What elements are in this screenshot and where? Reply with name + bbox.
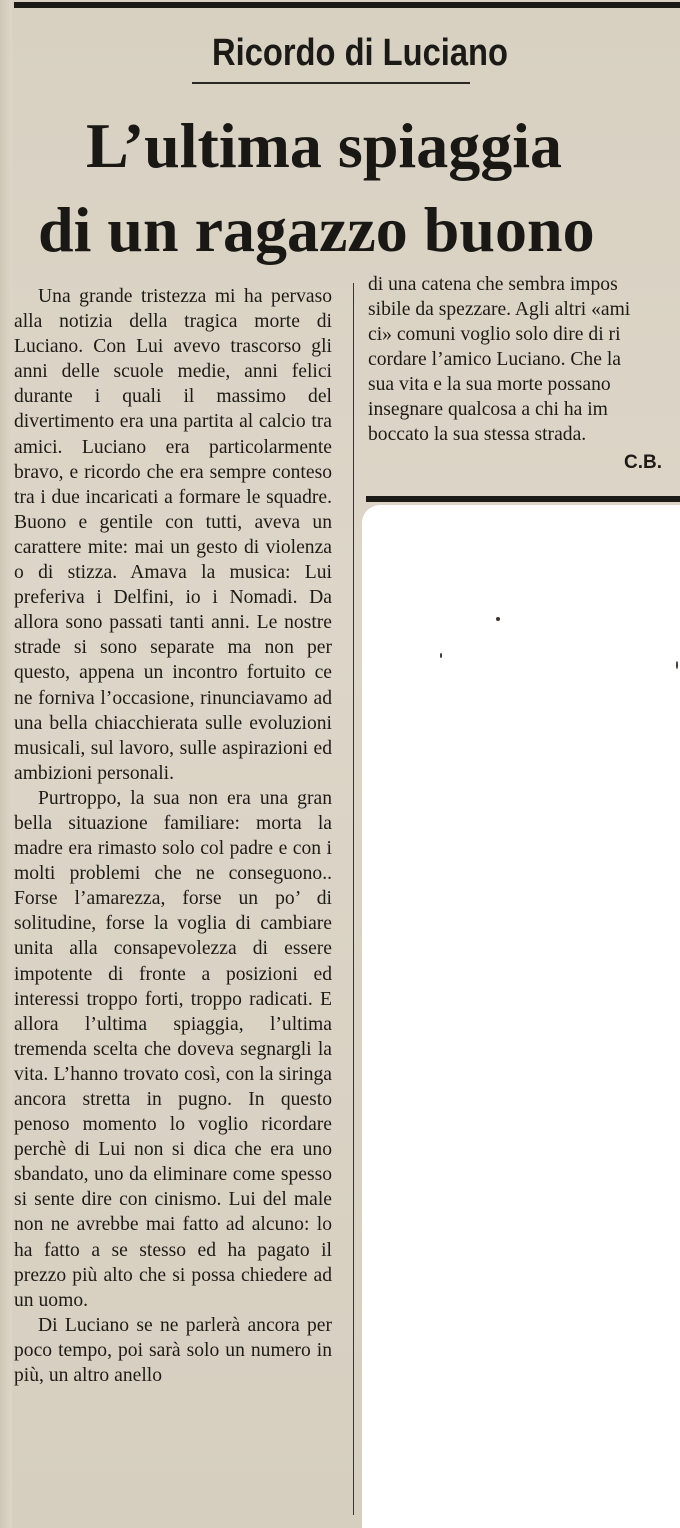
paper-speck xyxy=(440,653,442,658)
right-line-4: cordare l’amico Luciano. Che la xyxy=(368,349,621,370)
top-rule xyxy=(14,2,680,8)
headline xyxy=(20,104,680,272)
kicker-title: Ricordo di Luciano xyxy=(212,32,508,74)
page-edge xyxy=(0,0,12,1528)
right-line-2: sibile da spezzare. Agli altri «ami xyxy=(368,299,631,320)
right-line-7: boccato la sua stessa strada. xyxy=(368,424,587,445)
paragraph-2: Purtroppo, la sua non era una gran bella situazione familiare: morta la madre era rimasto solo col padre e con i molti problemi che ne conseguono.. Forse l’amarezza, forse un po’ di solitudine, forse la voglia di cambiare unita alla consapevolezza di essere impotente di fronte a posizioni ed interessi troppo forti, troppo radicati. E allora l’ultima spiaggia, l’ultima tremenda scelta che doveva segnargli la vita. L’hanno trovato così, con la siringa ancora stretta in pugno. In questo penoso momento lo voglio ricordare perchè di Lui non si dica che era uno sbandato, uno da eliminare come spesso si sente dire con cinismo. Lui del male non ne avrebbe mai fatto ad alcuno: lo ha fatto a se stesso ed ha pagato il prezzo più alto che si possa chiedere ad un uomo. xyxy=(14,787,332,1311)
kicker-underline xyxy=(192,82,470,84)
right-line-3: ci» comuni voglio solo dire di ri xyxy=(368,324,621,345)
author-signature: C.B. xyxy=(624,452,662,473)
right-line-1: di una catena che sembra impos xyxy=(368,274,618,295)
right-line-5: sua vita e la sua morte possano xyxy=(368,374,611,395)
right-line-6: insegnare qualcosa a chi ha im xyxy=(368,399,608,420)
headline-line-2: di un ragazzo buono xyxy=(38,194,595,265)
headline-line-1: L’ultima spiaggia xyxy=(86,110,562,181)
right-column xyxy=(368,272,680,447)
article-end-rule xyxy=(366,496,680,502)
paragraph-1: Una grande tristezza mi ha pervaso alla notizia della tragica morte di Luciano. Con Lui avevo trascorso gli anni delle scuole medie, anni felici durante i quali il massimo del divertimento era una partita al calcio tra amici. Luciano era particolarmente bravo, e ricordo che era sempre conteso tra i due incaricati a formare le squadre. Buono e gentile con tutti, aveva un carattere mite: mai un gesto di violenza o di stizza. Amava la musica: Lui preferiva i Delfini, io i Nomadi. Da allora sono passati tanti anni. Le nostre strade si sono separate ma non per questo, appena un incontro fortuito ce ne forniva l’occasione, rinunciavamo ad una bella chiacchierata sulle evoluzioni musicali, sul lavoro, sulle aspirazioni ed ambizioni personali. xyxy=(14,286,332,784)
column-divider xyxy=(353,283,354,1515)
left-column xyxy=(14,284,332,1388)
paragraph-3: Di Luciano se ne parlerà ancora per poco tempo, poi sarà solo un numero in più, un altro anello xyxy=(14,1314,332,1387)
paper-speck xyxy=(496,617,500,621)
blank-redacted-area xyxy=(362,505,680,1528)
paper-speck xyxy=(676,661,678,669)
